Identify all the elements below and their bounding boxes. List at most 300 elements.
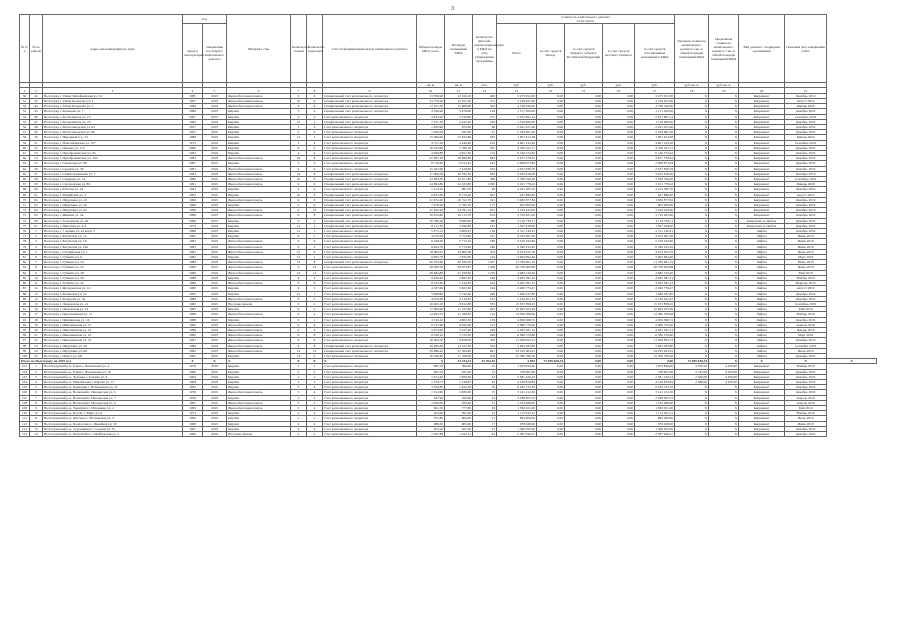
table-cell: 0,00 — [537, 327, 565, 332]
table-cell: Кирпич — [227, 353, 291, 358]
table-cell: 1988 — [183, 317, 203, 322]
table-cell: 45 — [473, 379, 497, 384]
table-cell: 0,00 — [537, 130, 565, 135]
table-cell: 0,00 — [603, 390, 635, 395]
table-cell: X — [227, 359, 291, 364]
table-cell: Волгоградский р-н, Елань г, Вокзальная ул, 4 — [43, 364, 183, 369]
table-cell: 2 — [307, 400, 323, 405]
table-cell: Лифты — [739, 260, 785, 265]
table-cell: 0,00 — [565, 187, 603, 192]
table-cell: 14 — [307, 270, 323, 275]
table-cell: 0,00 — [537, 223, 565, 228]
table-cell: 1983 — [183, 307, 203, 312]
table-cell: 2 — [307, 187, 323, 192]
table-cell: 4 — [30, 244, 43, 249]
table-cell: 14 — [291, 353, 307, 358]
table-cell: 1964 — [183, 374, 203, 379]
table-cell: 6 380 579,60 — [635, 333, 675, 338]
table-cell: 4 677 578,52 — [635, 156, 675, 161]
table-cell: 0,00 — [565, 151, 603, 156]
table-cell: 2019 — [203, 286, 227, 291]
table-cell: 1 307 918,00 — [635, 223, 675, 228]
table-cell: X — [675, 151, 709, 156]
table-cell: 4 670,00 — [709, 364, 739, 369]
table-cell: X — [709, 104, 739, 109]
table-cell: 2 677 836,79 — [497, 166, 537, 171]
table-cell: 6 — [307, 197, 323, 202]
table-cell: 0,00 — [565, 182, 603, 187]
table-cell: X — [675, 338, 709, 343]
table-cell: X — [675, 400, 709, 405]
table-cell: 0,00 — [603, 374, 635, 379]
table-cell: 2 048 005,53 — [635, 395, 675, 400]
table-cell: 4 — [307, 140, 323, 145]
table-cell: 777,80 — [445, 405, 473, 410]
table-cell: X — [709, 239, 739, 244]
table-cell: 0,00 — [603, 281, 635, 286]
table-cell: 0,00 — [603, 364, 635, 369]
table-cell: Железобетонная панель — [227, 348, 291, 353]
table-cell: X — [675, 286, 709, 291]
table-cell: 0,00 — [565, 140, 603, 145]
table-cell: 61 — [20, 151, 30, 156]
table-cell: Железобетонная панель — [227, 338, 291, 343]
table-cell: 2 431 891,14 — [497, 114, 537, 119]
table-cell: Декабрь 2019 — [785, 218, 827, 223]
table-cell: X — [675, 312, 709, 317]
table-cell: Железобетонная панель — [227, 260, 291, 265]
table-cell: 15 181,90 — [417, 166, 445, 171]
table-cell: 42 — [30, 93, 43, 98]
table-cell: 73 — [20, 213, 30, 218]
table-cell: 0,00 — [565, 104, 603, 109]
table-cell: X — [709, 265, 739, 270]
table-cell: 87 — [20, 286, 30, 291]
table-cell: Железобетонная панель — [227, 343, 291, 348]
table-cell: Капремонт — [739, 104, 785, 109]
table-cell: Железобетонная панель — [227, 322, 291, 327]
table-cell: X — [675, 171, 709, 176]
table-cell: 9 — [291, 333, 307, 338]
table-cell: 2019 — [203, 229, 227, 234]
table-cell: 0,00 — [565, 166, 603, 171]
table-cell: 0,00 — [565, 343, 603, 348]
table-cell: 1989 — [183, 109, 203, 114]
table-cell: 0,00 — [603, 213, 635, 218]
table-cell: 3 518 461,00 — [497, 98, 537, 103]
table-cell: Капремонт — [739, 140, 785, 145]
table-cell: 0,00 — [537, 343, 565, 348]
table-cell: Октябрь 2019 — [785, 197, 827, 202]
table-cell: X — [675, 218, 709, 223]
table-cell: 0,00 — [565, 249, 603, 254]
table-cell: 275 — [473, 114, 497, 119]
table-cell: 0,00 — [565, 322, 603, 327]
table-cell: 0,00 — [537, 353, 565, 358]
table-cell: 4 440,60 — [445, 140, 473, 145]
table-cell: 2019 — [203, 156, 227, 161]
table-cell: 5 — [291, 390, 307, 395]
table-cell: 621,30 — [445, 426, 473, 431]
table-cell: 460 — [473, 93, 497, 98]
table-cell: Волгоград г, Губкина ул, 25 — [43, 265, 183, 270]
table-cell: 102 — [20, 369, 30, 374]
table-cell: 0,00 — [603, 421, 635, 426]
table-cell: 0,00 — [537, 109, 565, 114]
unit-cell: руб./кв. м — [675, 83, 709, 88]
table-cell: 18 — [30, 317, 43, 322]
table-cell: 0,00 — [603, 296, 635, 301]
table-cell: 6 560 232,65 — [635, 244, 675, 249]
table-cell: 0,00 — [537, 379, 565, 384]
table-cell: Специальный счет регионального оператора — [323, 197, 417, 202]
table-cell: Кирпич — [227, 187, 291, 192]
table-cell: Специальный счет регионального оператора — [323, 213, 417, 218]
table-cell: Декабрь 2019 — [785, 145, 827, 150]
table-cell: 0,00 — [565, 109, 603, 114]
table-cell: 1 — [307, 317, 323, 322]
table-cell: Счет регионального оператора — [323, 405, 417, 410]
table-cell: 2 — [307, 395, 323, 400]
table-cell: 1 408,50 — [417, 130, 445, 135]
table-cell: 4 760 161,17 — [635, 145, 675, 150]
table-cell: 758 905,00 — [497, 369, 537, 374]
table-cell: 1 053 844,00 — [635, 364, 675, 369]
table-cell: 10 — [291, 192, 307, 197]
table-cell: 9 — [291, 234, 307, 239]
table-cell: 3 754,60 — [445, 234, 473, 239]
table-cell: 94 — [20, 322, 30, 327]
table-cell: 3 964 694,40 — [635, 255, 675, 260]
table-cell: 13 — [30, 426, 43, 431]
table-cell: X — [675, 203, 709, 208]
table-cell: 86 — [20, 281, 30, 286]
table-cell: 23 — [473, 395, 497, 400]
table-cell: 2019 — [203, 187, 227, 192]
table-cell: 67 — [30, 223, 43, 228]
table-cell: X — [675, 125, 709, 130]
table-cell: Специальный счет регионального оператора — [323, 171, 417, 176]
table-cell: 1979 — [183, 364, 203, 369]
table-cell: 97 — [20, 338, 30, 343]
table-cell: 5 673,90 — [417, 327, 445, 332]
table-cell: 225 — [473, 307, 497, 312]
table-cell: 12 — [291, 348, 307, 353]
table-cell: 3 798 796,00 — [635, 177, 675, 182]
column-number-cell: 8 — [307, 88, 323, 93]
table-cell: Лифты — [739, 312, 785, 317]
table-cell: 9 828,00 — [445, 338, 473, 343]
table-cell: Счет регионального оператора — [323, 385, 417, 390]
table-cell: X — [675, 270, 709, 275]
table-cell: 4 670,00 — [709, 379, 739, 384]
table-cell: 0,00 — [537, 140, 565, 145]
table-cell: 0,00 — [603, 135, 635, 140]
table-cell: Лифты — [739, 234, 785, 239]
table-cell: X — [675, 275, 709, 280]
table-cell: 4 — [307, 151, 323, 156]
table-cell: 0,00 — [537, 234, 565, 239]
table-cell: 20 160,30 — [445, 260, 473, 265]
table-cell: X — [709, 343, 739, 348]
table-cell: 6 — [307, 281, 323, 286]
table-cell: 1987 — [183, 400, 203, 405]
table-cell: 0,00 — [603, 379, 635, 384]
table-cell: 18 810,80 — [417, 213, 445, 218]
table-cell: X — [675, 343, 709, 348]
table-cell: Счет регионального оператора — [323, 239, 417, 244]
table-cell: 9 — [291, 343, 307, 348]
table-cell: 4 187,60 — [417, 286, 445, 291]
table-cell: 3 065 877,84 — [497, 197, 537, 202]
table-cell: 874,10 — [417, 426, 445, 431]
table-cell: Капремонт — [739, 177, 785, 182]
table-cell: Капремонт и Лифты — [739, 218, 785, 223]
table-cell: 4 465 581,14 — [497, 327, 537, 332]
table-cell: 0,00 — [565, 426, 603, 431]
table-cell: Капремонт — [739, 192, 785, 197]
table-cell: 4 601 143,20 — [635, 140, 675, 145]
table-cell: 14 900,38 — [445, 249, 473, 254]
table-cell: 34 234,23 — [445, 359, 473, 364]
table-cell: Специальный счет регионального оператора — [323, 218, 417, 223]
table-cell: Волгоград г, Шекснинская ул, 22 — [43, 333, 183, 338]
table-cell: X — [709, 218, 739, 223]
table-cell: 1 — [307, 234, 323, 239]
table-cell: 9 456,20 — [417, 275, 445, 280]
table-cell: 1988 — [183, 229, 203, 234]
table-cell: X — [675, 182, 709, 187]
table-cell: 78 — [20, 239, 30, 244]
table-cell: 57 — [30, 171, 43, 176]
table-cell: 5 698,80 — [417, 291, 445, 296]
table-cell: 3 — [291, 125, 307, 130]
table-cell: 9 — [291, 296, 307, 301]
table-cell: 2 — [291, 364, 307, 369]
table-cell: 3 798 796,00 — [497, 177, 537, 182]
table-cell: 12 — [307, 208, 323, 213]
table-cell: 9 — [291, 307, 307, 312]
table-cell: 683 — [473, 156, 497, 161]
table-cell: 2019 — [203, 426, 227, 431]
table-cell: 114 — [20, 431, 30, 436]
table-cell: Лифты — [739, 322, 785, 327]
table-cell: 0,00 — [565, 177, 603, 182]
table-cell: 89 — [20, 296, 30, 301]
table-cell: 2 — [307, 421, 323, 426]
table-cell: 2019 — [203, 218, 227, 223]
table-cell: Кирпич — [227, 114, 291, 119]
table-cell: 0,00 — [603, 416, 635, 421]
table-cell: Счет регионального оператора — [323, 431, 417, 436]
table-cell: 0,00 — [603, 187, 635, 192]
table-cell: Волгоград г, Улица Тимофеевская ул, 52 — [43, 93, 183, 98]
table-cell: 2019 — [203, 353, 227, 358]
table-cell: X — [709, 249, 739, 254]
table-cell: 0,00 — [537, 114, 565, 119]
table-cell: 24 — [30, 348, 43, 353]
table-cell: Капремонт — [739, 421, 785, 426]
table-cell: Счет регионального оператора — [323, 249, 417, 254]
header-district-num: № по району — [30, 15, 43, 83]
table-cell: Счет регионального оператора — [323, 317, 417, 322]
table-cell: X — [709, 156, 739, 161]
column-number-cell: 3 — [43, 88, 183, 93]
column-number-cell: 16 — [603, 88, 635, 93]
table-cell: Капремонт — [739, 390, 785, 395]
table-cell: Волгоград г, Улица Кольцова ул, 3 — [43, 98, 183, 103]
table-cell: X — [709, 192, 739, 197]
table-cell: 3 750 461,00 — [635, 213, 675, 218]
table-cell: X — [709, 390, 739, 395]
table-cell: 10 — [30, 411, 43, 416]
table-cell: 100 — [20, 353, 30, 358]
table-cell: Специальный счет регионального оператора — [323, 119, 417, 124]
table-cell: 0,00 — [603, 286, 635, 291]
table-cell: 2 587 946,27 — [635, 431, 675, 436]
table-cell: Волгоград г, Шурухина ул, 20 — [43, 203, 183, 208]
table-cell: 0,00 — [565, 223, 603, 228]
table-cell: 0,00 — [565, 130, 603, 135]
table-cell: Специальный счет регионального оператора — [323, 93, 417, 98]
table-cell: X — [417, 359, 445, 364]
table-cell: 72 — [20, 208, 30, 213]
table-cell: 1 366 650,00 — [635, 426, 675, 431]
table-header — [20, 15, 877, 94]
table-cell: 1991 — [183, 182, 203, 187]
table-cell: Лифты — [739, 275, 785, 280]
table-cell: 4 843,20 — [417, 114, 445, 119]
table-cell: 2019 — [203, 255, 227, 260]
table-cell: 56 — [20, 125, 30, 130]
table-cell: 0,00 — [603, 322, 635, 327]
table-cell: 1981 — [183, 338, 203, 343]
table-cell: 34 163 003,91 — [635, 348, 675, 353]
table-cell: 15 786 796,20 — [635, 353, 675, 358]
table-cell: 2019 — [203, 140, 227, 145]
table-cell: 1963 — [183, 385, 203, 390]
table-cell: 9 — [291, 265, 307, 270]
table-cell: Волгоград г, Лавровская ул, 16 — [43, 307, 183, 312]
table-cell: Апрель 2019 — [785, 322, 827, 327]
table-cell: 2 745,00 — [675, 369, 709, 374]
table-cell: Декабрь 2019 — [785, 291, 827, 296]
table-cell: 0,00 — [603, 395, 635, 400]
table-cell: 0,00 — [537, 338, 565, 343]
table-cell: 2019 — [203, 98, 227, 103]
table-cell: 52 — [30, 145, 43, 150]
table-cell: 0,00 — [537, 249, 565, 254]
table-cell: 0,00 — [565, 156, 603, 161]
table-cell: 2019 — [203, 343, 227, 348]
table-cell: 0,00 — [565, 301, 603, 306]
table-cell: 18 699,80 — [445, 156, 473, 161]
table-cell: 2019 — [203, 171, 227, 176]
table-cell: X — [675, 411, 709, 416]
table-cell: Счет регионального оператора — [323, 353, 417, 358]
table-cell: 17 000,00 — [417, 171, 445, 176]
table-cell: Январь 2019 — [785, 327, 827, 332]
table-cell: 1 607 614,38 — [497, 135, 537, 140]
table-cell: 0,00 — [603, 239, 635, 244]
table-cell: 4 455 481,50 — [635, 234, 675, 239]
table-cell: 4 105 382,70 — [497, 187, 537, 192]
table-cell: 1988 — [183, 296, 203, 301]
table-cell: 5 375,13 — [417, 229, 445, 234]
table-cell: Лифты — [739, 296, 785, 301]
table-cell: Волгоградский р-н, Волжский г, Пионерская ул, 5 — [43, 390, 183, 395]
table-cell: X — [675, 291, 709, 296]
table-cell: 1986 — [183, 270, 203, 275]
table-cell: Железобетонная панель — [227, 281, 291, 286]
table-cell: Капремонт — [739, 135, 785, 140]
table-cell: Волгоградский р-н, Петров Вал г, Октябрьская ул, 5 — [43, 431, 183, 436]
table-cell: 0,00 — [603, 119, 635, 124]
table-cell: X — [675, 135, 709, 140]
table-cell: Волгоград г, Губкина ул, 6 — [43, 255, 183, 260]
table-cell: Декабрь 2019 — [785, 151, 827, 156]
table-cell: 1988 — [183, 275, 203, 280]
table-cell: 180 — [473, 239, 497, 244]
table-cell: Счет регионального оператора — [323, 275, 417, 280]
table-cell: 4 076,26 — [417, 296, 445, 301]
table-cell: X — [709, 223, 739, 228]
table-cell: Специальный счет регионального оператора — [323, 348, 417, 353]
table-cell: 425,20 — [445, 369, 473, 374]
table-cell: Счет регионального оператора — [323, 322, 417, 327]
table-cell: 34 163 003,91 — [497, 348, 537, 353]
table-cell: 2019 — [203, 135, 227, 140]
table-cell: Лифты — [739, 239, 785, 244]
column-number-cell: 10 — [417, 88, 445, 93]
table-cell: 6 — [307, 177, 323, 182]
table-cell: 1975 — [183, 140, 203, 145]
table-cell: 9 — [291, 213, 307, 218]
table-cell: 1969 — [183, 197, 203, 202]
table-cell: 3 906,03 — [445, 229, 473, 234]
table-cell: 0,00 — [603, 114, 635, 119]
table-cell: 17 — [473, 421, 497, 426]
table-cell: X — [709, 301, 739, 306]
table-cell: 1982 — [183, 416, 203, 421]
table-cell: 0,00 — [603, 234, 635, 239]
table-cell: 4 — [307, 109, 323, 114]
column-number-cell: 19 — [709, 88, 739, 93]
table-cell: Капремонт — [739, 171, 785, 176]
table-cell: 1 310 000,00 — [497, 119, 537, 124]
register-table — [19, 14, 877, 437]
table-cell: 0,00 — [565, 359, 603, 364]
table-cell: 27 942,20 — [417, 208, 445, 213]
table-cell: 5 — [30, 249, 43, 254]
table-cell: 1983 — [183, 239, 203, 244]
table-cell: 3 — [307, 192, 323, 197]
table-cell: 26 758 406,88 — [635, 265, 675, 270]
table-cell: 6 — [307, 239, 323, 244]
table-cell: 8 964,70 — [417, 244, 445, 249]
table-cell: 6 — [307, 322, 323, 327]
table-cell: Волгоградский р-н, Котово г, Мира ул, 6 — [43, 411, 183, 416]
table-cell: Железобетонная панель — [227, 405, 291, 410]
table-cell: 1982 — [183, 322, 203, 327]
table-cell: Счет регионального оператора — [323, 364, 417, 369]
table-cell: 1967 — [183, 426, 203, 431]
table-cell: Счет регионального оператора — [323, 140, 417, 145]
table-cell: Декабрь 2019 — [785, 125, 827, 130]
table-cell: 0,00 — [537, 125, 565, 130]
table-cell: 20 703,60 — [417, 260, 445, 265]
column-number-cell: 17 — [635, 88, 675, 93]
